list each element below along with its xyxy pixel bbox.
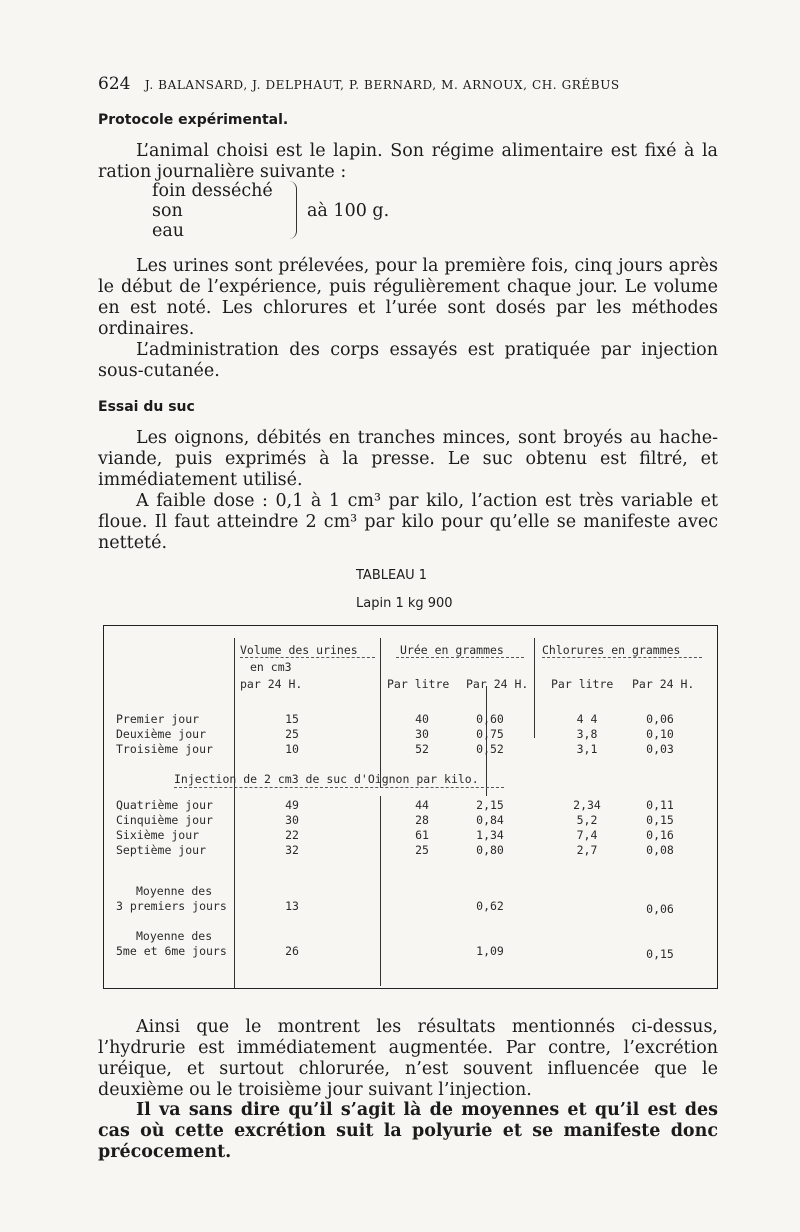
row-chlor-litre: 3,8 (576, 727, 598, 741)
table-subtitle: Lapin 1 kg 900 (356, 596, 453, 611)
injection-underline (174, 787, 504, 788)
avg1-line2: 3 premiers jours (116, 899, 227, 913)
row-uree-litre: 28 (415, 813, 429, 827)
row-uree-litre: 40 (415, 712, 429, 726)
data-table (103, 625, 718, 989)
row-label: Quatrième jour (116, 798, 213, 812)
avg2-line2: 5me et 6me jours (116, 944, 227, 958)
row-label: Troisième jour (116, 742, 213, 756)
row-uree-litre: 25 (415, 843, 429, 857)
avg1-chlor-24h: 0,06 (646, 902, 674, 916)
header-chlor-24h: Par 24 H. (632, 677, 695, 691)
row-volume: 49 (285, 798, 299, 812)
brace (282, 181, 297, 239)
row-uree-24h: 1,34 (476, 828, 504, 842)
authors: J. BALANSARD, J. DELPHAUT, P. BERNARD, M. ARNOUX, CH. GRÉBUS (144, 78, 620, 92)
paragraph-dose: A faible dose : 0,1 à 1 cm³ par kilo, l’action est très variable et floue. Il faut atteindre 2 cm³ par kilo pour qu’elle se manifeste avec netteté. (98, 491, 718, 553)
row-chlor-24h: 0,08 (646, 843, 674, 857)
avg1-line1: Moyenne des (136, 884, 213, 898)
row-uree-litre: 52 (415, 742, 429, 756)
row-chlor-litre: 4 4 (576, 712, 598, 726)
row-uree-24h: 0,84 (476, 813, 504, 827)
row-label: Sixième jour (116, 828, 200, 842)
injection-note: Injection de 2 cm3 de suc d'Oignon par kilo. (174, 772, 479, 786)
feed-amount: aà 100 g. (307, 201, 390, 221)
header-volume-line2: en cm3 (250, 660, 292, 674)
running-head (98, 74, 620, 94)
row-chlor-24h: 0,15 (646, 813, 674, 827)
paragraph-administration: L’administration des corps essayés est pratiquée par injection sous-cutanée. (98, 340, 718, 381)
avg2-uree-24h: 1,09 (476, 944, 504, 958)
table-rule (380, 638, 381, 788)
feed-item-foin: foin desséché (152, 181, 273, 201)
row-uree-24h: 2,15 (476, 798, 504, 812)
paragraph-final: Il va sans dire qu’il s’agit là de moyennes et qu’il est des cas où cette excrétion suit la polyurie et se manifeste donc précocement. (98, 1100, 718, 1162)
table-rule (380, 796, 381, 986)
header-chlor-litre: Par litre (551, 677, 614, 691)
row-chlor-litre: 3,1 (576, 742, 598, 756)
row-uree-litre: 30 (415, 727, 429, 741)
row-volume: 22 (285, 828, 299, 842)
row-uree-24h: 0,75 (476, 727, 504, 741)
row-volume: 30 (285, 813, 299, 827)
row-volume: 32 (285, 843, 299, 857)
row-chlor-24h: 0,06 (646, 712, 674, 726)
header-underline (396, 657, 524, 658)
table-rule (534, 638, 535, 738)
feed-item-son: son (152, 201, 183, 221)
header-volume-line1: Volume des urines (240, 643, 358, 657)
row-uree-litre: 44 (415, 798, 429, 812)
row-label: Cinquième jour (116, 813, 213, 827)
row-uree-24h: 0,80 (476, 843, 504, 857)
paragraph-conclusion: Ainsi que le montrent les résultats mentionnés ci-dessus, l’hydrurie est immédiatement augmentée. Par contre, l’excrétion uréique, et surtout chlorurée, n’est souvent influencée que le deuxième ou le troisième jour suivant l’injection. (98, 1017, 718, 1100)
header-uree-24h: Par 24 H. (466, 677, 529, 691)
row-chlor-24h: 0,10 (646, 727, 674, 741)
table-title: TABLEAU 1 (356, 568, 428, 583)
table-rule (234, 638, 235, 988)
row-chlor-litre: 7,4 (576, 828, 598, 842)
page-number: 624 (98, 74, 131, 94)
row-uree-litre: 61 (415, 828, 429, 842)
row-uree-24h: 0,52 (476, 742, 504, 756)
row-chlor-24h: 0,03 (646, 742, 674, 756)
header-uree-litre: Par litre (387, 677, 450, 691)
section-heading-essai: Essai du suc (98, 399, 195, 415)
avg2-chlor-24h: 0,15 (646, 947, 674, 961)
row-volume: 25 (285, 727, 299, 741)
section-heading-protocole: Protocole expérimental. (98, 112, 289, 128)
row-chlor-litre: 5,2 (576, 813, 598, 827)
row-chlor-24h: 0,16 (646, 828, 674, 842)
row-volume: 15 (285, 712, 299, 726)
paragraph-animal: L’animal choisi est le lapin. Son régime alimentaire est fixé à la ration journalière suivante : (98, 141, 718, 182)
row-uree-24h: 0,60 (476, 712, 504, 726)
row-label: Deuxième jour (116, 727, 207, 741)
row-chlor-litre: 2,7 (576, 843, 598, 857)
row-chlor-litre: 2,34 (573, 798, 601, 812)
avg1-volume: 13 (285, 899, 299, 913)
avg2-volume: 26 (285, 944, 299, 958)
header-uree: Urée en grammes (400, 643, 504, 657)
paragraph-oignons: Les oignons, débités en tranches minces, sont broyés au hache-viande, puis exprimés à la presse. Le suc obtenu est filtré, et immédiatement utilisé. (98, 428, 718, 490)
header-underline (542, 657, 702, 658)
header-underline (240, 657, 375, 658)
feed-item-eau: eau (152, 221, 185, 241)
paragraph-urines: Les urines sont prélevées, pour la première fois, cinq jours après le début de l’expérience, puis régulièrement chaque jour. Le volume en est noté. Les chlorures et l’urée sont dosés par les méthodes ordinaires. (98, 256, 718, 339)
row-label: Septième jour (116, 843, 207, 857)
row-label: Premier jour (116, 712, 200, 726)
header-volume-line3: par 24 H. (240, 677, 303, 691)
avg2-line1: Moyenne des (136, 929, 213, 943)
table-rule (486, 686, 487, 796)
header-chlorures: Chlorures en grammes (542, 643, 681, 657)
row-chlor-24h: 0,11 (646, 798, 674, 812)
row-volume: 10 (285, 742, 299, 756)
avg1-uree-24h: 0,62 (476, 899, 504, 913)
